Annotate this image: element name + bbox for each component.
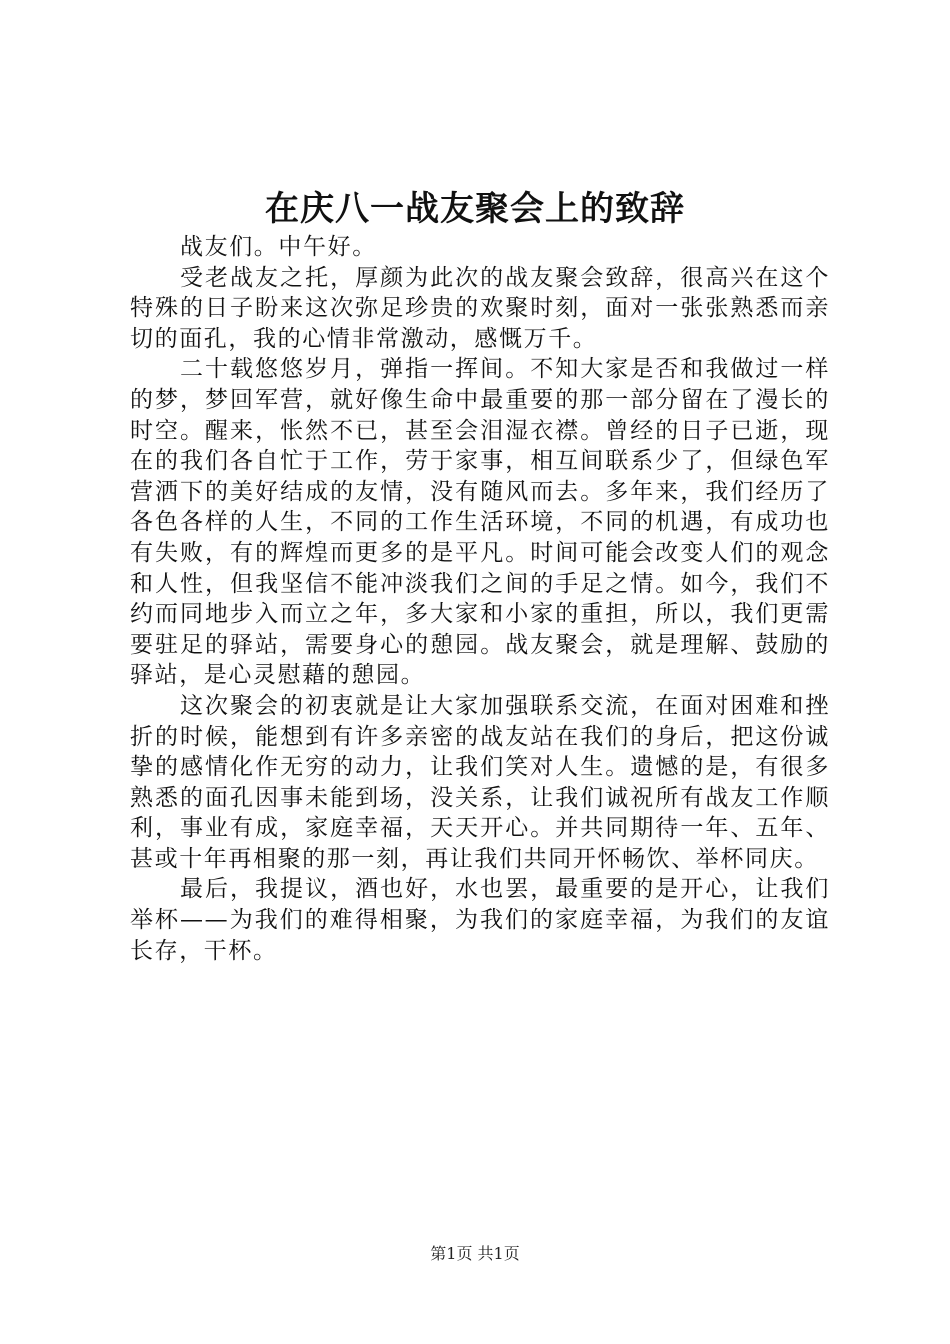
document-body (130, 232, 830, 966)
paragraph-opening: 受老战友之托，厚颜为此次的战友聚会致辞，很高兴在这个特殊的日子盼来这次弥足珍贵的欢聚时刻，面对一张张熟悉而亲切的面孔，我的心情非常激动，感慨万千。 (130, 264, 830, 352)
page-number: 第1页 共1页 (430, 1244, 520, 1263)
document-title: 在庆八一战友聚会上的致辞 (265, 189, 685, 229)
paragraph-toast: 最后，我提议，酒也好，水也罢，最重要的是开心，让我们举杯——为我们的难得相聚，为我们的家庭幸福，为我们的友谊长存，干杯。 (130, 876, 830, 964)
paragraph-memories: 二十载悠悠岁月，弹指一挥间。不知大家是否和我做过一样的梦，梦回军营，就好像生命中最重要的那一部分留在了漫长的时空。醒来，怅然不已，甚至会泪湿衣襟。曾经的日子已逝，现在的我们各自忙于工作，劳于家事，相互间联系少了，但绿色军营洒下的美好结成的友情，没有随风而去。多年来，我们经历了各色各样的人生，不同的工作生活环境，不同的机遇，有成功也有失败，有的辉煌而更多的是平凡。时间可能会改变人们的观念和人性，但我坚信不能冲淡我们之间的手足之情。如今，我们不约而同地步入而立之年，多大家和小家的重担，所以，我们更需要驻足的驿站，需要身心的憩园。战友聚会，就是理解、鼓励的驿站，是心灵慰藉的憩园。 (130, 356, 830, 689)
paragraph-greeting: 战友们。中午好。 (180, 234, 377, 260)
paragraph-purpose: 这次聚会的初衷就是让大家加强联系交流，在面对困难和挫折的时候，能想到有许多亲密的战友站在我们的身后，把这份诚挚的感情化作无穷的动力，让我们笑对人生。遗憾的是，有很多熟悉的面孔因事未能到场，没关系，让我们诚祝所有战友工作顺利，事业有成，家庭幸福，天天开心。并共同期待一年、五年、甚或十年再相聚的那一刻，再让我们共同开怀畅饮、举杯同庆。 (130, 692, 830, 872)
